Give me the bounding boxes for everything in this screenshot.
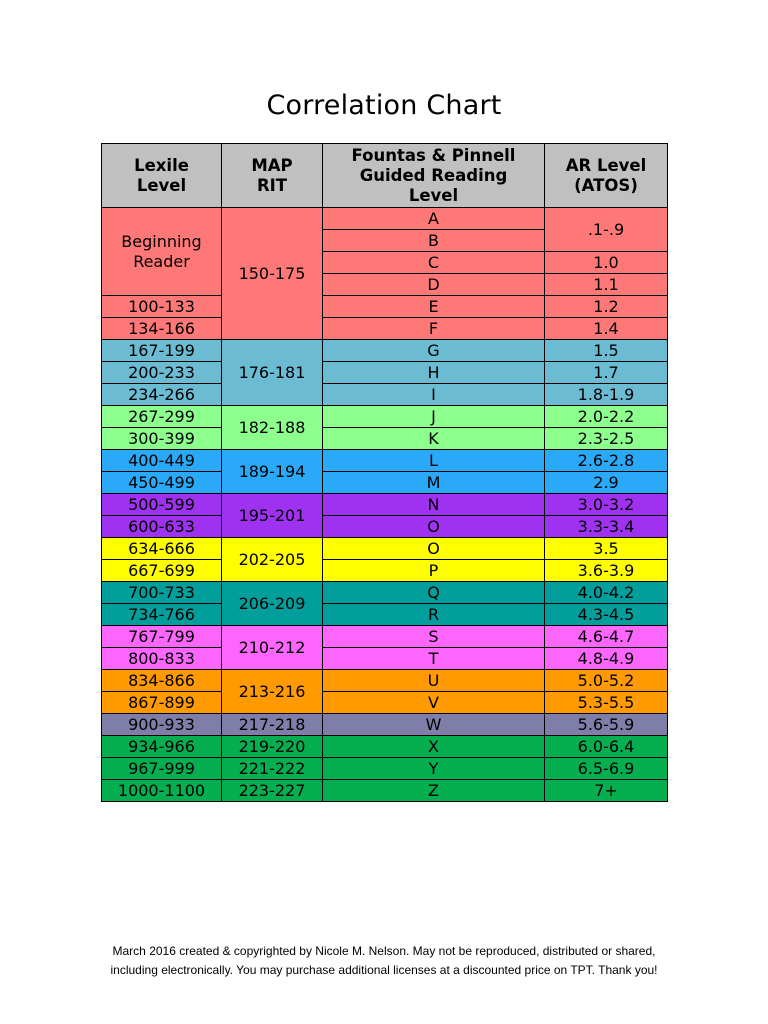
fp-level-cell: O: [323, 516, 545, 538]
table-row: [102, 494, 668, 516]
table-row: [102, 626, 668, 648]
map-rit-cell: 195-201: [222, 494, 323, 538]
header-map-rit: [222, 144, 323, 208]
lexile-cell: 967-999: [102, 758, 222, 780]
lexile-cell: 234-266: [102, 384, 222, 406]
footer-line: including electronically. You may purchase additional licenses at a discounted price on TPT. Thank you!: [110, 963, 658, 977]
ar-level-cell: 5.3-5.5: [545, 692, 668, 714]
table-row: [102, 450, 668, 472]
lexile-cell: 834-866: [102, 670, 222, 692]
lexile-cell: 634-666: [102, 538, 222, 560]
fp-level-cell: S: [323, 626, 545, 648]
lexile-cell: 1000-1100: [102, 780, 222, 802]
ar-level-cell: 7+: [545, 780, 668, 802]
table-row: [102, 516, 668, 538]
fp-level-cell: A: [323, 208, 545, 230]
lexile-cell: 200-233: [102, 362, 222, 384]
map-rit-cell: 223-227: [222, 780, 323, 802]
ar-level-cell: 3.0-3.2: [545, 494, 668, 516]
map-rit-cell: 213-216: [222, 670, 323, 714]
table-row: [102, 406, 668, 428]
ar-level-cell: 2.9: [545, 472, 668, 494]
header-fountas-pinnell: [323, 144, 545, 208]
fp-level-cell: B: [323, 230, 545, 252]
header-fp-line: Fountas & Pinnell: [351, 145, 516, 165]
table-body: [102, 208, 668, 802]
map-rit-cell: 189-194: [222, 450, 323, 494]
fp-level-cell: M: [323, 472, 545, 494]
fp-level-cell: X: [323, 736, 545, 758]
fp-level-cell: R: [323, 604, 545, 626]
fp-level-cell: T: [323, 648, 545, 670]
fp-level-cell: Q: [323, 582, 545, 604]
header-fp-line: Level: [408, 185, 459, 205]
header-ar-line: (ATOS): [574, 175, 638, 195]
map-rit-cell: 182-188: [222, 406, 323, 450]
ar-level-cell: 4.3-4.5: [545, 604, 668, 626]
lexile-cell: Beginning Reader: [102, 208, 222, 296]
ar-level-cell: 3.5: [545, 538, 668, 560]
ar-level-cell: 5.6-5.9: [545, 714, 668, 736]
ar-level-cell: 3.6-3.9: [545, 560, 668, 582]
ar-level-cell: 1.2: [545, 296, 668, 318]
ar-level-cell: .1-.9: [545, 208, 668, 252]
lexile-cell: 900-933: [102, 714, 222, 736]
table-row: [102, 560, 668, 582]
ar-level-cell: 2.0-2.2: [545, 406, 668, 428]
header-row: [102, 144, 668, 208]
map-rit-cell: 206-209: [222, 582, 323, 626]
header-ar-level: [545, 144, 668, 208]
table-row: [102, 208, 668, 230]
lexile-cell: 767-799: [102, 626, 222, 648]
table-row: [102, 538, 668, 560]
ar-level-cell: 4.0-4.2: [545, 582, 668, 604]
map-rit-cell: 150-175: [222, 208, 323, 340]
lexile-cell: 167-199: [102, 340, 222, 362]
table-row: [102, 472, 668, 494]
table-row: [102, 758, 668, 780]
fp-level-cell: Y: [323, 758, 545, 780]
fp-level-cell: V: [323, 692, 545, 714]
table-row: [102, 428, 668, 450]
table-row: [102, 648, 668, 670]
ar-level-cell: 1.1: [545, 274, 668, 296]
ar-level-cell: 4.8-4.9: [545, 648, 668, 670]
map-rit-cell: 219-220: [222, 736, 323, 758]
table-row: [102, 670, 668, 692]
fp-level-cell: W: [323, 714, 545, 736]
map-rit-cell: 217-218: [222, 714, 323, 736]
lexile-cell: 800-833: [102, 648, 222, 670]
ar-level-cell: 1.5: [545, 340, 668, 362]
ar-level-cell: 3.3-3.4: [545, 516, 668, 538]
table-row: [102, 780, 668, 802]
lexile-cell: 867-899: [102, 692, 222, 714]
fp-level-cell: G: [323, 340, 545, 362]
table-row: [102, 384, 668, 406]
ar-level-cell: 2.3-2.5: [545, 428, 668, 450]
ar-level-cell: 6.0-6.4: [545, 736, 668, 758]
map-rit-cell: 221-222: [222, 758, 323, 780]
lexile-cell: 700-733: [102, 582, 222, 604]
fp-level-cell: J: [323, 406, 545, 428]
lexile-cell: 300-399: [102, 428, 222, 450]
map-rit-cell: 202-205: [222, 538, 323, 582]
table-row: [102, 340, 668, 362]
table-row: [102, 318, 668, 340]
lexile-cell: 134-166: [102, 318, 222, 340]
lexile-cell: 100-133: [102, 296, 222, 318]
table-row: [102, 736, 668, 758]
correlation-table-container: [101, 143, 668, 802]
page-title: Correlation Chart: [266, 90, 502, 121]
fp-level-cell: O: [323, 538, 545, 560]
lexile-cell: 667-699: [102, 560, 222, 582]
fp-level-cell: P: [323, 560, 545, 582]
header-map-line: MAP: [251, 155, 293, 175]
correlation-table: [101, 143, 668, 802]
lexile-cell: 734-766: [102, 604, 222, 626]
ar-level-cell: 1.7: [545, 362, 668, 384]
fp-level-cell: F: [323, 318, 545, 340]
lexile-cell: 450-499: [102, 472, 222, 494]
lexile-cell: 934-966: [102, 736, 222, 758]
table-row: [102, 714, 668, 736]
fp-level-cell: C: [323, 252, 545, 274]
fp-level-cell: E: [323, 296, 545, 318]
header-fp-line: Guided Reading: [359, 165, 508, 185]
fp-level-cell: D: [323, 274, 545, 296]
copyright-footer: [0, 942, 768, 980]
fp-level-cell: N: [323, 494, 545, 516]
header-lexile-level: [102, 144, 222, 208]
fp-level-cell: Z: [323, 780, 545, 802]
fp-level-cell: U: [323, 670, 545, 692]
ar-level-cell: 6.5-6.9: [545, 758, 668, 780]
ar-level-cell: 1.4: [545, 318, 668, 340]
ar-level-cell: 5.0-5.2: [545, 670, 668, 692]
header-lexile-line: Level: [136, 175, 187, 195]
lexile-cell: 400-449: [102, 450, 222, 472]
table-row: [102, 362, 668, 384]
ar-level-cell: 2.6-2.8: [545, 450, 668, 472]
table-row: [102, 296, 668, 318]
lexile-cell: 500-599: [102, 494, 222, 516]
footer-line: March 2016 created & copyrighted by Nicole M. Nelson. May not be reproduced, distributed or shared,: [112, 944, 656, 958]
map-rit-cell: 176-181: [222, 340, 323, 406]
ar-level-cell: 1.0: [545, 252, 668, 274]
header-lexile-line: Lexile: [134, 155, 189, 175]
lexile-cell: 600-633: [102, 516, 222, 538]
fp-level-cell: K: [323, 428, 545, 450]
fp-level-cell: H: [323, 362, 545, 384]
map-rit-cell: 210-212: [222, 626, 323, 670]
fp-level-cell: I: [323, 384, 545, 406]
table-row: [102, 692, 668, 714]
ar-level-cell: 4.6-4.7: [545, 626, 668, 648]
lexile-cell: 267-299: [102, 406, 222, 428]
fp-level-cell: L: [323, 450, 545, 472]
header-map-line: RIT: [256, 175, 288, 195]
ar-level-cell: 1.8-1.9: [545, 384, 668, 406]
header-ar-line: AR Level: [565, 155, 647, 175]
table-row: [102, 604, 668, 626]
table-row: [102, 582, 668, 604]
